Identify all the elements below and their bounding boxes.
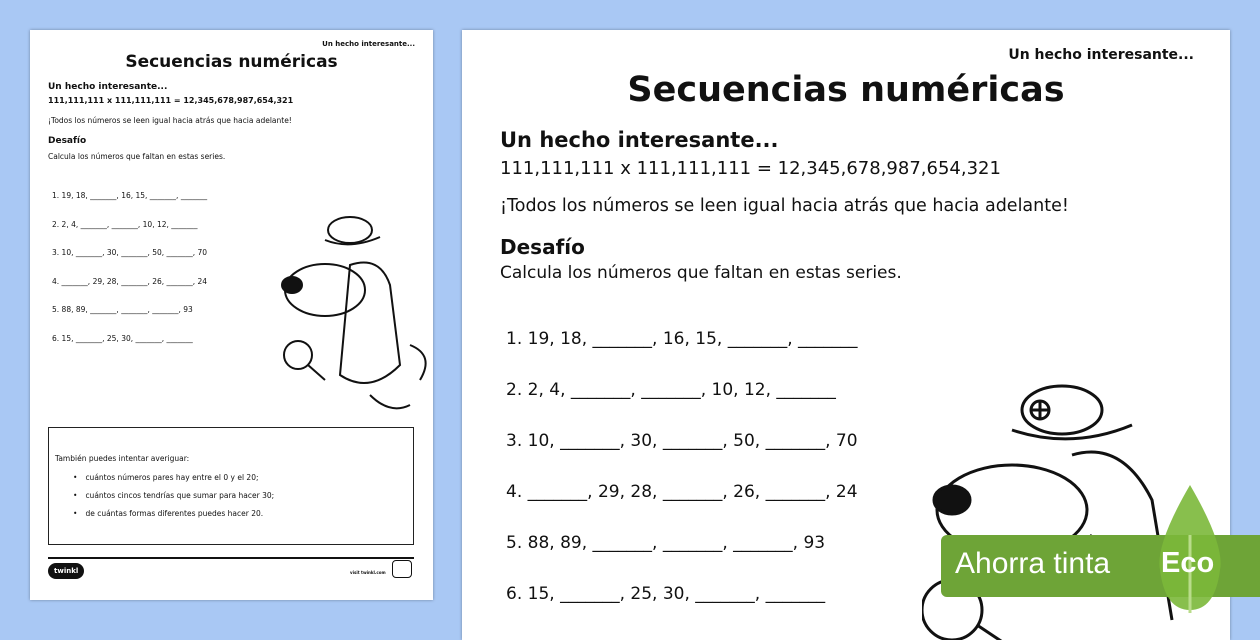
extra-item: • de cuántas formas diferentes puedes hacer 20. <box>73 509 274 518</box>
sequence-item: 4. _______, 29, 28, _______, 26, _______, 24 <box>52 276 208 286</box>
challenge-instruction: Calcula los números que faltan en estas series. <box>500 263 902 283</box>
twinkl-logo: twinkl <box>48 563 84 579</box>
fact-equation: 111,111,111 x 111,111,111 = 12,345,678,987,654,321 <box>48 96 294 105</box>
fact-heading: Un hecho interesante... <box>500 128 779 152</box>
sequence-item: 2. 2, 4, _______, _______, 10, 12, _______ <box>52 219 198 229</box>
sequence-item: 3. 10, _______, 30, _______, 50, _______, 70 <box>52 248 208 257</box>
extra-challenge-box: También puedes intentar averiguar: • cuántos números pares hay entre el 0 y el 20; • cuántos cincos tendrías que sumar para hacer 30; • de cuántas formas diferentes puedes hacer 20. <box>48 427 414 545</box>
sequence-item: 1. 19, 18, _______, 16, 15, _______, _______ <box>506 329 858 349</box>
sequence-item: 3. 10, _______, 30, _______, 50, _______, 70 <box>506 431 858 451</box>
footer-divider <box>48 557 414 559</box>
extra-item: • cuántos números pares hay entre el 0 y el 20; <box>73 473 274 482</box>
sequence-list <box>506 314 858 620</box>
page-title: Secuencias numéricas <box>125 52 338 72</box>
fact-equation: 111,111,111 x 111,111,111 = 12,345,678,987,654,321 <box>500 158 1001 179</box>
worksheet-thumbnail[interactable] <box>30 30 433 600</box>
detective-dog-illustration <box>270 205 440 415</box>
sequence-item: 5. 88, 89, _______, _______, _______, 93 <box>506 533 826 553</box>
eco-label: Ahorra tinta <box>955 547 1111 580</box>
sequence-item: 4. _______, 29, 28, _______, 26, _______, 24 <box>506 482 858 502</box>
header-note: Un hecho interesante... <box>322 40 415 48</box>
fact-note: ¡Todos los números se leen igual hacia atrás que hacia adelante! <box>500 196 1069 216</box>
sequence-item: 1. 19, 18, _______, 16, 15, _______, _______ <box>52 191 208 200</box>
badge-icon <box>392 560 412 578</box>
sequence-item: 6. 15, _______, 25, 30, _______, _______ <box>52 333 193 343</box>
challenge-heading: Desafío <box>48 136 87 146</box>
challenge-heading: Desafío <box>500 235 585 259</box>
header-note: Un hecho interesante... <box>1008 47 1194 63</box>
page-title: Secuencias numéricas <box>627 70 1065 110</box>
fact-heading: Un hecho interesante... <box>48 82 168 92</box>
extra-item: • cuántos cincos tendrías que sumar para hacer 30; <box>73 491 274 500</box>
visit-link: visit twinkl.com <box>350 570 386 575</box>
fact-note: ¡Todos los números se leen igual hacia atrás que hacia adelante! <box>48 116 292 125</box>
sequence-item: 2. 2, 4, _______, _______, 10, 12, _______ <box>506 380 836 400</box>
sequence-item: 6. 15, _______, 25, 30, _______, _______ <box>506 584 826 604</box>
sequence-list <box>52 182 207 353</box>
eco-badge: Eco <box>1161 547 1215 579</box>
sequence-item: 5. 88, 89, _______, _______, _______, 93 <box>52 305 193 314</box>
challenge-instruction: Calcula los números que faltan en estas series. <box>48 152 226 161</box>
